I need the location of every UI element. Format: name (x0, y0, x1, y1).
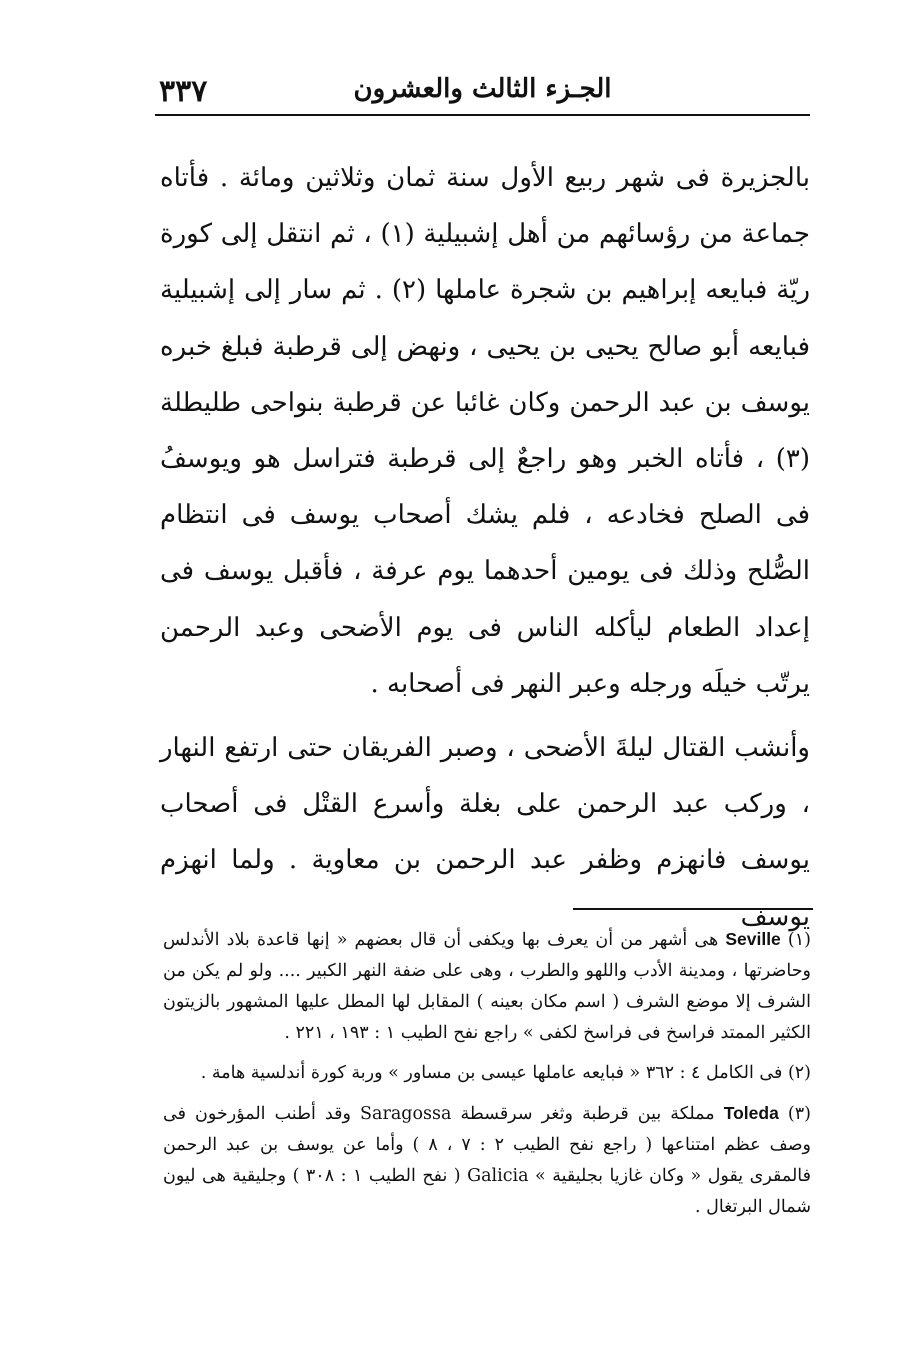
footnote-separator (573, 908, 813, 910)
footnote-marker: (٢) (787, 1063, 811, 1083)
footnote-latin-term: Seville (725, 929, 781, 949)
footnote-latin-term: Toleda (723, 1103, 779, 1123)
paragraph: بالجزيرة فى شهر ربيع الأول سنة ثمان وثلاثين ومائة . فأتاه جماعة من رؤسائهم من أهل إشبيلية (١) ، ثم انتقل إلى كورة ريّة فبايعه إبراهيم بن شجرة عاملها (٢) . ثم سار إلى إشبيلية فبايعه أبو صالح يحيى بن يحيى ، ونهض إلى قرطبة فبلغ خبره يوسف بن عبد الرحمن وكان غائبا عن قرطبة بنواحى طليطلة (٣) ، فأتاه الخبر وهو راجعٌ إلى قرطبة فتراسل هو ويوسفُ فى الصلح فخادعه ، فلم يشك أصحاب يوسف فى انتظام الصُّلح وذلك فى يومين أحدهما يوم عرفة ، فأقبل يوسف فى إعداد الطعام ليأكله الناس فى يوم الأضحى وعبد الرحمن يرتّب خيلَه ورجله وعبر النهر فى أصحابه . (160, 163, 810, 699)
footnotes (163, 924, 811, 1232)
paragraph: وأنشب القتال ليلةَ الأضحى ، وصبر الفريقان حتى ارتفع النهار ، وركب عبد الرحمن على بغلة وأسرع القتْل فى أصحاب يوسف فانهزم وظفر عبد الرحمن بن معاوية . ولما انهزم يوسف (160, 733, 810, 932)
page-number: ٣٣٧ (159, 74, 208, 109)
footnote-marker: (١) (787, 930, 811, 950)
page-header (155, 66, 810, 116)
footnote (163, 1058, 811, 1089)
footnote (163, 924, 811, 1049)
footnote (163, 1098, 811, 1223)
footnote-marker: (٣) (787, 1104, 811, 1124)
footnote-text: مملكة بين قرطبة وثغر سرقسطة Saragossa وقد أطنب المؤرخون فى وصف عظم امتناعها ( راجع نفح الطيب ٢ : ٧ ، ٨ ) وأما عن يوسف بن عبد الرحمن فالمقرى يقول « وكان غازيا بجليقية » Galicia ( نفح الطيب ١ : ٣٠٨ ) وجليقية هى ليون شمال البرتغال . (163, 1104, 812, 1217)
footnote-text: هى أشهر من أن يعرف بها ويكفى أن قال بعضهم « إنها قاعدة بلاد الأندلس وحاضرتها ، ومدينة الأدب واللهو والطرب ، وهى على ضفة النهر الكبير .... ولو لم يكن من الشرف إلا موضع الشرف ( اسم مكان بعينه ) المقابل لها المطل عليها المشهور بالزيتون الكثير الممتد فراسخ فى فراسخ لكفى » راجع نفح الطيب ١ : ١٩٣ ، ٢٢١ . (163, 930, 811, 1043)
main-text (160, 150, 810, 945)
running-head: الجـزء الثالث والعشرون (353, 74, 612, 104)
footnote-text: فى الكامل ٤ : ٣٦٢ « فبايعه عاملها عيسى بن مساور » وربة كورة أندلسية هامة . (200, 1063, 783, 1083)
